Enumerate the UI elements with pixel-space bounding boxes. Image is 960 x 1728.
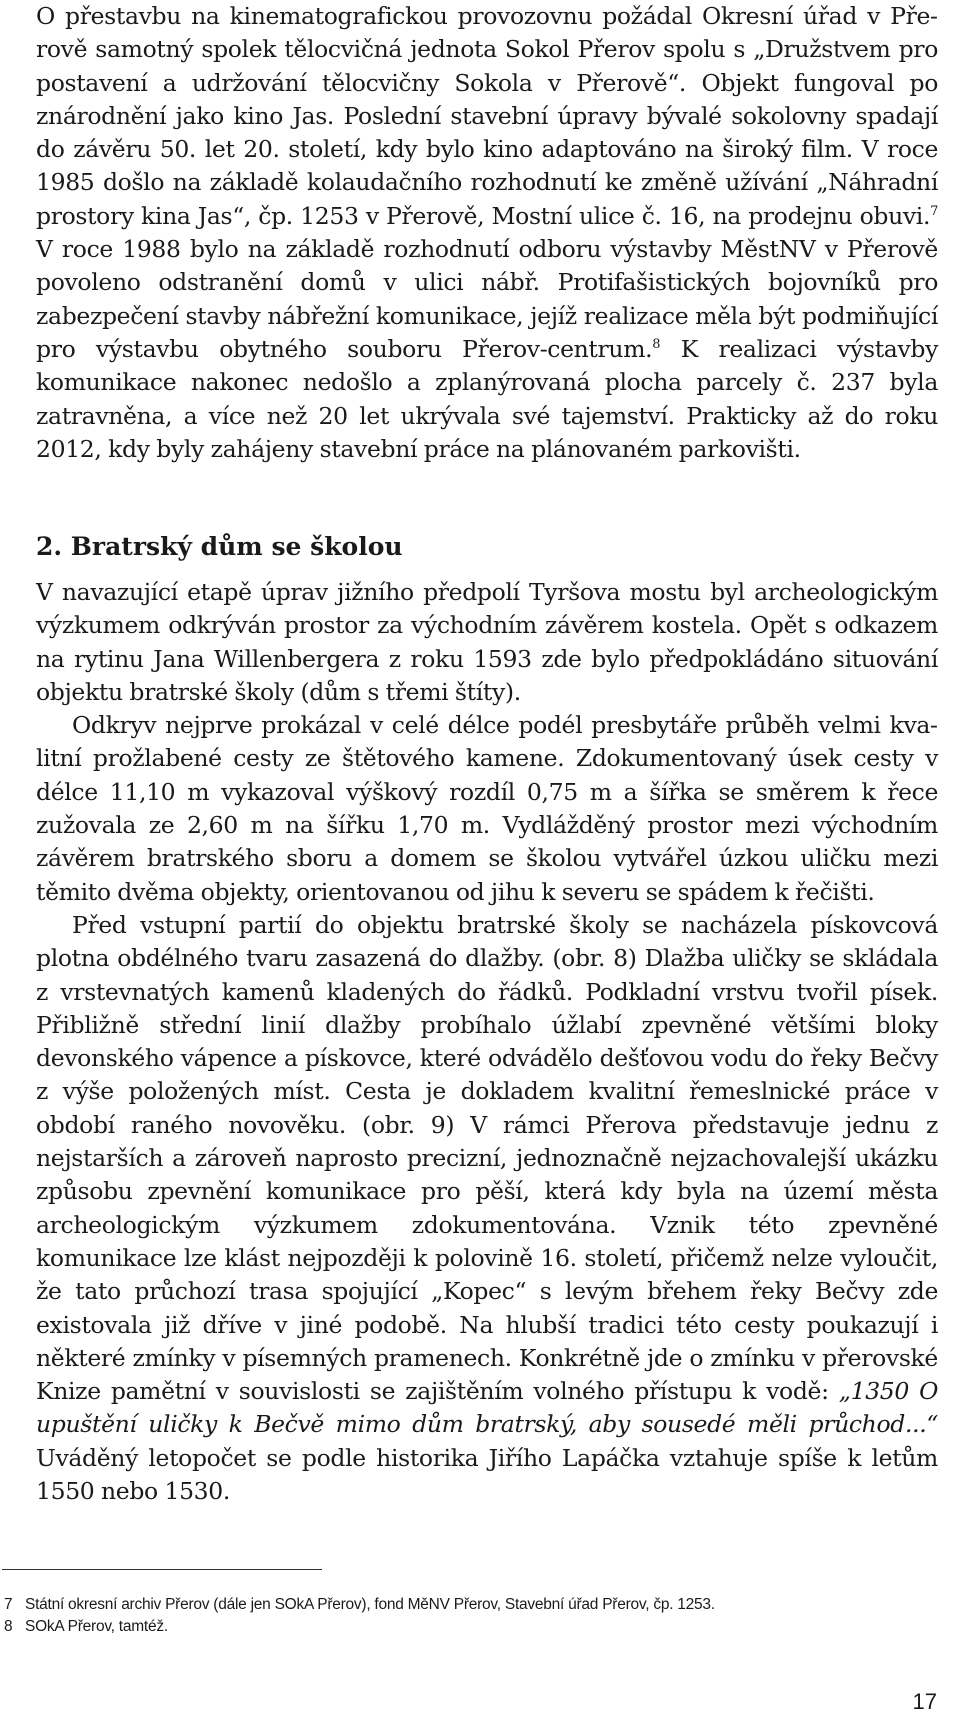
text-block-section-2 [36, 576, 938, 1508]
footnote-divider [2, 1569, 322, 1570]
footnotes [4, 1594, 904, 1638]
section-heading: 2. Bratrský dům se školou [36, 532, 403, 561]
text-run: V roce 1988 bylo na základě rozhodnutí odboru výstavby MěstNV v Přerově povoleno odstranění domů v ulici nábř. Protifašistických bojovníků pro zabezpečení stavby nábřežní komunikace, jejíž realizace měla být podmiňující pro výstavbu obytného souboru Přerov-centrum. [36, 235, 938, 363]
italic-quote: „1350 O upuštění uličky k Bečvě mimo dům bratrský, aby sousedé měli průchod...“ [36, 1377, 938, 1439]
text-run: K realizaci výstavby komunikace nakonec nedošlo a zplanýrovaná plocha parcely č. 237 byla zatravněna, a více než 20 let ukrývala své tajemství. Prakticky až do roku 2012, kdy byly zahájeny stavební práce na plánovaném parkovišti. [36, 334, 939, 463]
text-run: Před vstupní partií do objektu bratrské školy se nacházela pískovcová plotna obdélného tvaru zasazená do dlažby. (obr. 8) Dlažba uličky se skládala z vrstevnatých kamenů kladených do řádků. Podkladní vrstvu tvořil písek. Přibližně střední linií dlažby probíhalo úžlabí zpevněné většími bloky devonského vápence a pískovce, které odvádělo dešťovou vodu do řeky Bečvy z výše položených míst. Cesta je dokladem kvalitní řemeslnické práce v období raného novověku. (obr. 9) V rámci Přerova představuje jednu z nejstarších a zároveň naprosto precizní, jednoznačně nejzachovalejší ukázku způsobu zpevnění komunikace pro pěší, která kdy byla na území města archeologickým výzkumem zdokumentována. Vznik této zpevněné komunikace lze klást nejpozději k polovině 16. století, přičemž nelze vyloučit, že tato průchozí trasa spojující „Kopec“ s levým břehem řeky Bečvy zde existovala již dříve v jiné podobě. Na hlubší tradici této cesty poukazují i některé zmínky v písemných pramenech. Konkrétně jde o zmínku v přerovské Knize pamětní v souvislosti se zajištěním volného přístupu k vodě: [36, 910, 938, 1406]
footnote-8 [4, 1616, 904, 1638]
text-block-intro [36, 0, 938, 466]
paragraph-3 [36, 909, 938, 1508]
text-run: O přestavbu na kinematografickou provozovnu požádal Okresní úřad v Přerově samotný spolek tělocvičná jednota Sokol Přerov spolu s „Družstvem pro postavení a udržování tělocvičny Sokola v Přerově“. Objekt fungoval po znárodnění jako kino Jas. Poslední stavební úpravy bývalé sokolovny spadají do závěru 50. let 20. století, kdy bylo kino adaptováno na široký film. V roce 1985 došlo na základě kolaudačního rozhodnutí ke změně užívání „Náhradní prostory kina Jas“, čp. 1253 v Přerově, Mostní ulice č. 16, na prodejnu obuvi. [36, 2, 938, 230]
footnote-text: Státní okresní archiv Přerov (dále jen SOkA Přerov), fond MěNV Přerov, Stavební úřad Přerov, čp. 1253. [25, 1596, 715, 1613]
paragraph-sokolovna [36, 0, 938, 466]
footnote-text: SOkA Přerov, tamtéž. [25, 1618, 168, 1635]
paragraph-1: V navazující etapě úprav jižního předpolí Tyršova mostu byl archeologickým výzkumem odkrýván prostor za východním závěrem kostela. Opět s odkazem na rytinu Jana Willenbergera z roku 1593 zde bylo předpokládáno situování objektu bratrské školy (dům s třemi štíty). [36, 578, 938, 706]
footnote-number: 7 [4, 1596, 13, 1613]
footnote-ref-8: 8 [652, 336, 661, 352]
footnote-number: 8 [4, 1618, 13, 1635]
footnote-7 [4, 1594, 904, 1616]
text-run: Uváděný letopočet se podle historika Jiřího Lapáčka vztahuje spíše k letům 1550 nebo 1530. [36, 1443, 938, 1506]
paragraph-2: Odkryv nejprve prokázal v celé délce podél presbytáře průběh velmi kvalitní prožlabené cesty ze štětového kamene. Zdokumentovaný úsek cesty v délce 11,10 m vykazoval výškový rozdíl 0,75 m a šířka se směrem k řece zužovala ze 2,60 m na šířku 1,70 m. Vydlážděný prostor mezi východním závěrem bratrského sboru a domem se školou vytvářel úzkou uličku mezi těmito dvěma objekty, orientovanou od jihu k severu se spádem k řečišti. [36, 711, 938, 906]
page-number: 17 [912, 1689, 937, 1714]
footnote-ref-7: 7 [930, 203, 938, 219]
